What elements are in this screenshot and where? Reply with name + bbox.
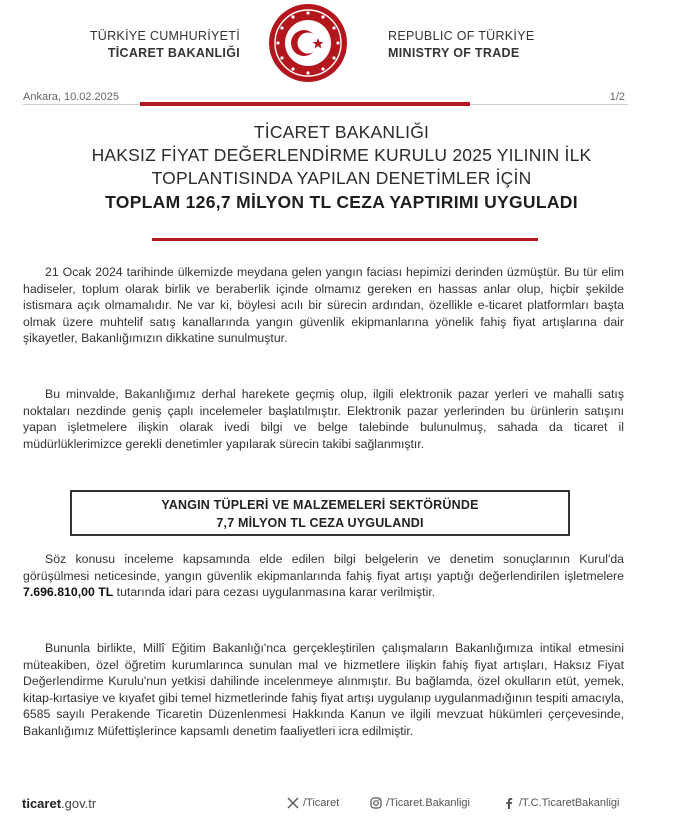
- header-tr-line2: TİCARET BAKANLIĞI: [107, 46, 240, 60]
- footer-instagram-handle: /Ticaret.Bakanligi: [386, 797, 470, 809]
- footer-website-bold: ticaret: [22, 796, 62, 811]
- fine-amount: 7.696.810,00 TL: [23, 585, 114, 599]
- highlight-box-line1: YANGIN TÜPLERİ VE MALZEMELERİ SEKTÖRÜNDE: [161, 498, 479, 512]
- footer-facebook-link[interactable]: [503, 797, 619, 809]
- headline-line1: TİCARET BAKANLIĞI: [253, 122, 430, 142]
- paragraph-4-text: Bununla birlikte, Millî Eğitim Bakanlığı'nca gerçekleştirilen çalışmaların Bakanlığımıza intikal etmesini müteakiben, özel öğretim kurumlarınca sunulan mal ve hizmetlere ilişkin fahiş fiyat artışları, Haksız Fiyat Değerlendirme Kurulu'nun yetkisi dahilinde incelenmeye alınmıştır. Bu bağlamda, özel okulların etüt, yemek, kitap-kırtasiye ve kıyafet gibi temel hizmetlerinde fahiş fiyat artışı uygulanıp uygulanmadığının tespiti amacıyla, 6585 sayılı Perakende Ticaretin Düzenlenmesi Hakkında Kanun ve ilgili mevzuat hükümleri çerçevesinde, Bakanlığımız Müfettişlerince kapsamlı denetim faaliyetleri icra edilmiştir.: [23, 641, 624, 738]
- footer-website-rest: .gov.tr: [61, 796, 97, 811]
- headline-line4: TOPLAM 126,7 MİLYON TL CEZA YAPTIRIMI UYGULADI: [105, 192, 578, 212]
- page-number: 1/2: [609, 91, 625, 103]
- header-en-line1: REPUBLIC OF TÜRKİYE: [388, 29, 535, 43]
- paragraph-3: [23, 551, 624, 601]
- headline-line2: HAKSIZ FİYAT DEĞERLENDİRME KURULU 2025 YILININ İLK: [91, 145, 592, 165]
- paragraph-3-text-b: tutarında idari para cezası uygulanmasına karar verilmiştir.: [113, 585, 436, 599]
- instagram-icon: [370, 797, 382, 809]
- paragraph-2-text: Bu minvalde, Bakanlığımız derhal harekete geçmiş olup, ilgili elektronik pazar yerleri ve mahalli satış noktaları nezdinde geniş çaplı incelemeler başlatılmıştır. Elektronik pazar yerlerinden bu ürünlerin satışını yapan işletmelere ilişkin olarak ivedi bilgi ve belge talebinde bulunulmuş, sahada da ticaret il müdürlüklerimizce gerekli denetimler yapılarak sürecin takibi sağlanmıştır.: [23, 387, 624, 451]
- header-divider-accent: [140, 102, 470, 106]
- paragraph-1-text: 21 Ocak 2024 tarihinde ülkemizde meydana gelen yangın faciası hepimizi derinden üzmüştür. Bu tür elim hadiseler, toplum olarak birlik ve beraberlik içinde olmamız gereken en hassas anlar olup, hiçbir şekilde istismara açık olmamalıdır. Ne var ki, böylesi acılı bir sürecin ardından, özellikle e-ticaret platformları başta olmak üzere muhtelif satış kanallarında yangın güvenlik ekipmanlarına yönelik fahiş fiyat artışlarına dair şikayetler, Bakanlığımızın dikkatine sunulmuştur.: [23, 265, 624, 345]
- header-en-line2: MINISTRY OF TRADE: [388, 46, 520, 60]
- header-tr: [60, 28, 240, 62]
- headline-rule: [152, 238, 538, 241]
- highlight-box-line2: 7,7 MİLYON TL CEZA UYGULANDI: [216, 516, 424, 530]
- highlight-box: [70, 490, 570, 536]
- place-date: Ankara, 10.02.2025: [23, 91, 120, 103]
- header-tr-line1: TÜRKİYE CUMHURİYETİ: [89, 29, 240, 43]
- headline-line3: TOPLANTISINDA YAPILAN DENETİMLER İÇİN: [151, 168, 532, 188]
- paragraph-4: [23, 640, 624, 739]
- ministry-seal-logo: [268, 3, 348, 83]
- paragraph-2: [23, 386, 624, 452]
- x-icon: [287, 797, 299, 809]
- facebook-icon: [503, 797, 515, 809]
- paragraph-1: [23, 264, 624, 347]
- footer-instagram-link[interactable]: [370, 797, 470, 809]
- headline: [20, 121, 663, 215]
- header-en: [388, 28, 588, 62]
- footer-website[interactable]: [22, 796, 96, 811]
- footer-x-handle: /Ticaret: [303, 797, 340, 809]
- paragraph-3-text-a: Söz konusu inceleme kapsamında elde edilen bilgi belgelerin ve denetim sonuçlarının Kurul'da görüşülmesi neticesinde, yangın güvenlik ekipmanlarında fahiş fiyat artışı yaptığı değerlendirilen işletmelere: [23, 552, 624, 583]
- footer-facebook-handle: /T.C.TicaretBakanligi: [519, 797, 620, 809]
- footer-x-link[interactable]: [287, 797, 339, 809]
